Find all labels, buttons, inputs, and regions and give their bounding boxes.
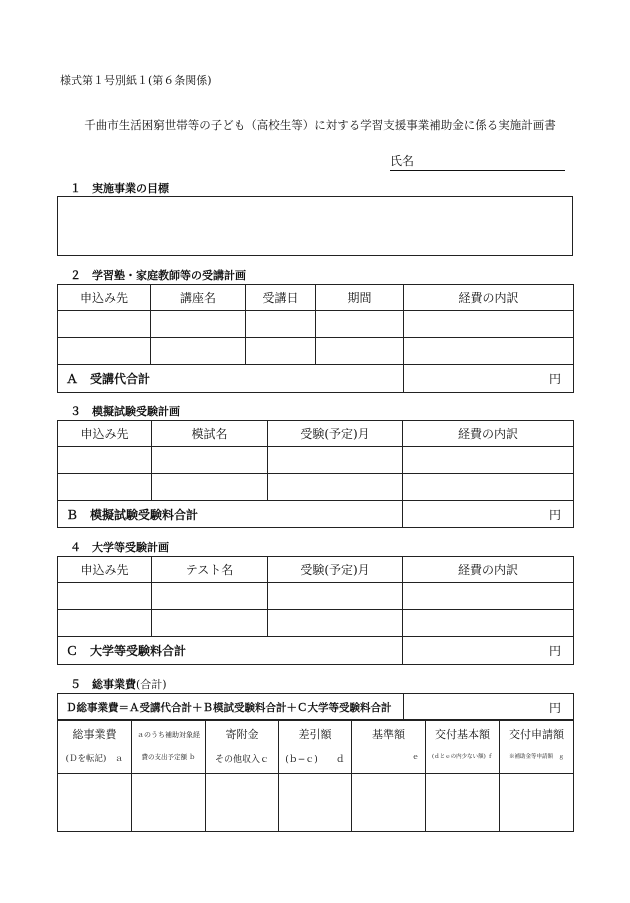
col-header: 講座名 bbox=[151, 285, 246, 311]
table-row bbox=[58, 583, 574, 610]
cell[interactable] bbox=[58, 311, 151, 338]
col-header-application: 交付申請額 ※補助金等申請額 ｇ bbox=[500, 720, 574, 774]
cell[interactable] bbox=[268, 583, 403, 610]
col-header-eligible: ａのうち補助対象経 費の支出予定額 ｂ bbox=[132, 720, 206, 774]
section-2-title: ２ 学習塾・家庭教師等の受講計画 bbox=[70, 269, 246, 282]
col-header-standard: 基準額 ｅ bbox=[352, 720, 426, 774]
cell[interactable] bbox=[268, 474, 403, 501]
section-3-title: ３ 模擬試験受験計画 bbox=[70, 405, 180, 418]
cell[interactable] bbox=[246, 338, 316, 365]
total-b-value[interactable]: 円 bbox=[403, 501, 574, 528]
table-row bbox=[58, 447, 574, 474]
cell[interactable] bbox=[279, 774, 352, 832]
cell[interactable] bbox=[152, 583, 268, 610]
section-5-title bbox=[70, 676, 167, 692]
university-exam-table bbox=[57, 556, 574, 665]
cell[interactable] bbox=[404, 338, 574, 365]
cell[interactable] bbox=[426, 774, 500, 832]
col-header-donation: 寄附金 その他収入ｃ bbox=[206, 720, 279, 774]
cell[interactable] bbox=[403, 474, 574, 501]
total-c-label: Ｃ 大学等受験料合計 bbox=[58, 637, 403, 665]
cell[interactable] bbox=[403, 447, 574, 474]
col-header: 申込み先 bbox=[58, 557, 152, 583]
cell[interactable] bbox=[58, 774, 132, 832]
name-field[interactable] bbox=[390, 152, 565, 171]
cell[interactable] bbox=[151, 338, 246, 365]
cell[interactable] bbox=[58, 474, 152, 501]
grant-calc-table bbox=[57, 719, 574, 832]
mock-exam-table bbox=[57, 420, 574, 528]
cell[interactable] bbox=[268, 447, 403, 474]
cell[interactable] bbox=[352, 774, 426, 832]
form-id: 様式第１号別紙１(第６条関係) bbox=[60, 74, 212, 87]
cell[interactable] bbox=[246, 311, 316, 338]
cell[interactable] bbox=[316, 311, 404, 338]
col-header: 受講日 bbox=[246, 285, 316, 311]
col-header: 受験(予定)月 bbox=[268, 421, 403, 447]
table-row bbox=[58, 774, 574, 832]
col-header: 経費の内訳 bbox=[403, 557, 574, 583]
cell[interactable] bbox=[206, 774, 279, 832]
col-header: 経費の内訳 bbox=[403, 421, 574, 447]
col-header: 期間 bbox=[316, 285, 404, 311]
cell[interactable] bbox=[500, 774, 574, 832]
cell[interactable] bbox=[152, 610, 268, 637]
cell[interactable] bbox=[58, 338, 151, 365]
total-a-label: Ａ 受講代合計 bbox=[58, 365, 404, 393]
cell[interactable] bbox=[58, 583, 152, 610]
cell[interactable] bbox=[58, 447, 152, 474]
total-d-value[interactable]: 円 bbox=[404, 694, 574, 721]
cell[interactable] bbox=[132, 774, 206, 832]
course-plan-table bbox=[57, 284, 574, 393]
section-1-title: １ 実施事業の目標 bbox=[70, 182, 169, 195]
col-header: 受験(予定)月 bbox=[268, 557, 403, 583]
cell[interactable] bbox=[151, 311, 246, 338]
col-header: 経費の内訳 bbox=[404, 285, 574, 311]
cell[interactable] bbox=[152, 474, 268, 501]
col-header: テスト名 bbox=[152, 557, 268, 583]
total-c-value[interactable]: 円 bbox=[403, 637, 574, 665]
total-a-value[interactable]: 円 bbox=[404, 365, 574, 393]
table-row bbox=[58, 610, 574, 637]
cell[interactable] bbox=[403, 583, 574, 610]
col-header: 申込み先 bbox=[58, 421, 152, 447]
table-row bbox=[58, 338, 574, 365]
table-row bbox=[58, 311, 574, 338]
goal-input-box[interactable] bbox=[57, 196, 573, 256]
section-5-title-text: ５ 総事業費 bbox=[70, 678, 136, 691]
total-cost-table bbox=[57, 693, 574, 721]
col-header: 申込み先 bbox=[58, 285, 151, 311]
col-header-difference: 差引額 (ｂ−ｃ) ｄ bbox=[279, 720, 352, 774]
document-title: 千曲市生活困窮世帯等の子ども（高校生等）に対する学習支援事業補助金に係る実施計画書 bbox=[84, 118, 556, 132]
col-header-base-grant: 交付基本額 (ｄとｅの内少ない額) ｆ bbox=[426, 720, 500, 774]
name-label: 氏名 bbox=[390, 154, 415, 168]
cell[interactable] bbox=[403, 610, 574, 637]
col-header: 模試名 bbox=[152, 421, 268, 447]
cell[interactable] bbox=[58, 610, 152, 637]
cell[interactable] bbox=[404, 311, 574, 338]
total-b-label: Ｂ 模擬試験受験料合計 bbox=[58, 501, 403, 528]
cell[interactable] bbox=[316, 338, 404, 365]
col-header-total-cost: 総事業費 (Ｄを転記) ａ bbox=[58, 720, 132, 774]
table-row bbox=[58, 474, 574, 501]
cell[interactable] bbox=[152, 447, 268, 474]
section-5-title-paren: (合計) bbox=[136, 678, 167, 691]
section-4-title: ４ 大学等受験計画 bbox=[70, 541, 169, 554]
formula-label: Ｄ総事業費＝Ａ受講代合計＋Ｂ模試受験料合計＋Ｃ大学等受験料合計 bbox=[58, 694, 404, 721]
cell[interactable] bbox=[268, 610, 403, 637]
